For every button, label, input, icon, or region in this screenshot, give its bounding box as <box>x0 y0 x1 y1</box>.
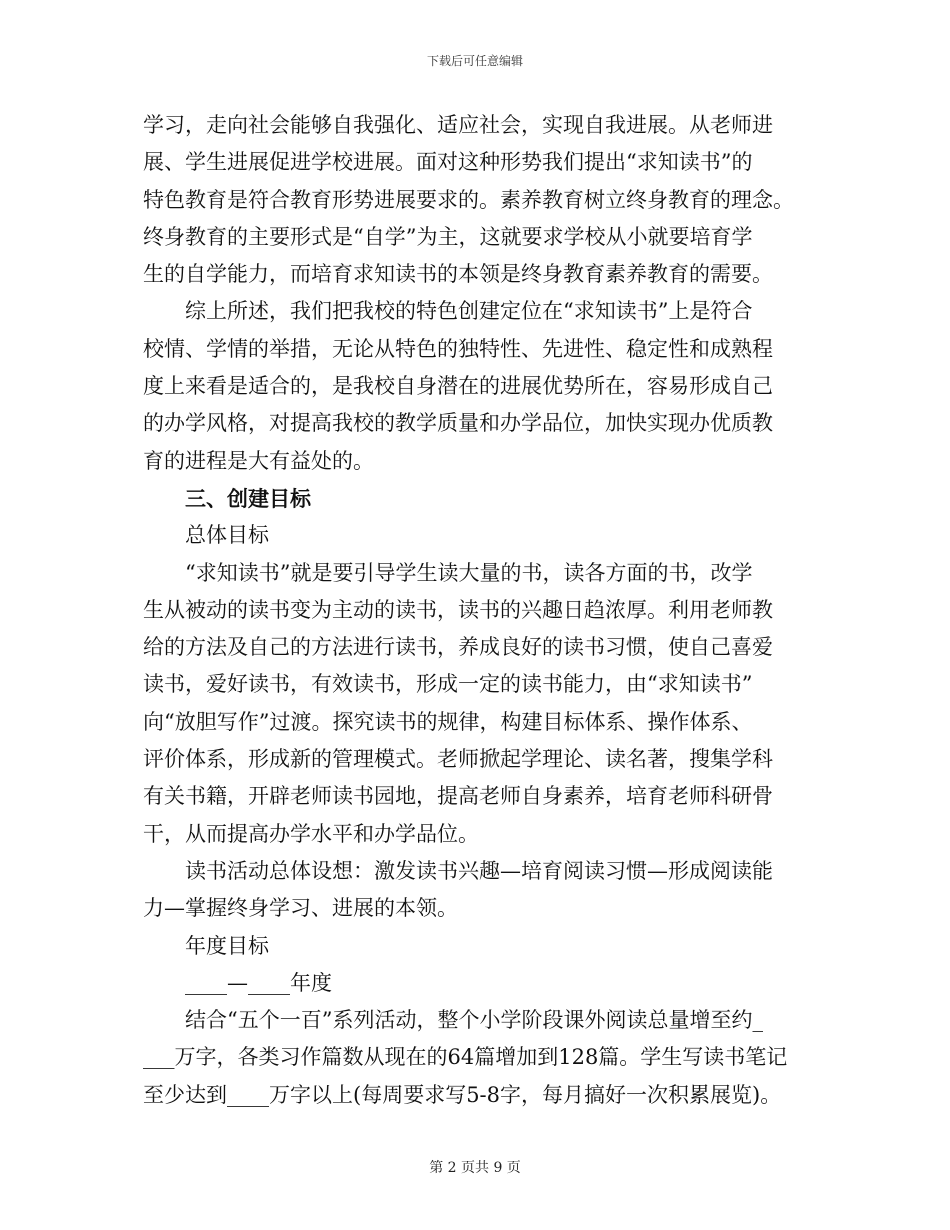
text-line: 评价体系，形成新的管理模式。老师掀起学理论、读名著，搜集学科 <box>143 747 773 772</box>
text-line: 读书活动总体设想：激发读书兴趣—培育阅读习惯—形成阅读能 <box>185 858 773 883</box>
text-line: “求知读书”就是要引导学生读大量的书，读各方面的书，改学 <box>185 560 753 585</box>
text-line: 读书，爱好读书，有效读书，形成一定的读书能力，由“求知读书” <box>143 672 753 697</box>
text-line: 至少达到____万字以上(每周要求写5-8字，每月搞好一次积累展览)。 <box>143 1082 782 1107</box>
text-line: 度上来看是适合的，是我校自身潜在的进展优势所在，容易形成自己 <box>143 374 773 399</box>
text-line: 力—掌握终身学习、进展的本领。 <box>143 896 458 921</box>
text-line: 总体目标 <box>185 523 269 548</box>
text-line: 学习，走向社会能够自我强化、适应社会，实现自我进展。从老师进 <box>143 113 773 137</box>
document-body <box>143 107 807 1114</box>
section-heading: 三、创建目标 <box>185 485 311 511</box>
text-line: 终身教育的主要形式是“自学”为主，这就要求学校从小就要培育学 <box>143 224 753 249</box>
text-line: 有关书籍，开辟老师读书园地，提高老师自身素养，培育老师科研骨 <box>143 784 773 809</box>
text-line: 特色教育是符合教育形势进展要求的。素养教育树立终身教育的理念。 <box>143 187 794 212</box>
text-line: 育的进程是大有益处的。 <box>143 448 374 473</box>
page-footer: 第 2 页共 9 页 <box>429 1160 521 1176</box>
text-line: 展、学生进展促进学校进展。面对这种形势我们提出“求知读书”的 <box>143 150 753 175</box>
text-line: 生从被动的读书变为主动的读书，读书的兴趣日趋浓厚。利用老师教 <box>143 597 773 622</box>
page-header: 下载后可任意编辑 <box>426 54 523 68</box>
text-line: 综上所述，我们把我校的特色创建定位在“求知读书”上是符合 <box>185 299 753 324</box>
text-line: 干，从而提高办学水平和办学品位。 <box>143 821 479 846</box>
text-line: 年度目标 <box>185 933 269 958</box>
text-line: 给的方法及自己的方法进行读书，养成良好的读书习惯，使自己喜爱 <box>143 635 773 660</box>
text-line: 生的自学能力，而培育求知读书的本领是终身教育素养教育的需要。 <box>143 262 773 287</box>
text-line: 结合“五个一百”系列活动，整个小学阶段课外阅读总量增至约_ <box>185 1008 763 1033</box>
text-line: ____—____年度 <box>185 970 332 995</box>
text-line: 向“放胆写作”过渡。探究读书的规律，构建目标体系、操作体系、 <box>143 709 753 734</box>
text-line: ___万字，各类习作篇数从现在的64篇增加到128篇。学生写读书笔记 <box>143 1045 788 1070</box>
text-line: 校情、学情的举措，无论从特色的独特性、先进性、稳定性和成熟程 <box>143 336 773 361</box>
text-line: 的办学风格，对提高我校的教学质量和办学品位，加快实现办优质教 <box>143 411 773 436</box>
